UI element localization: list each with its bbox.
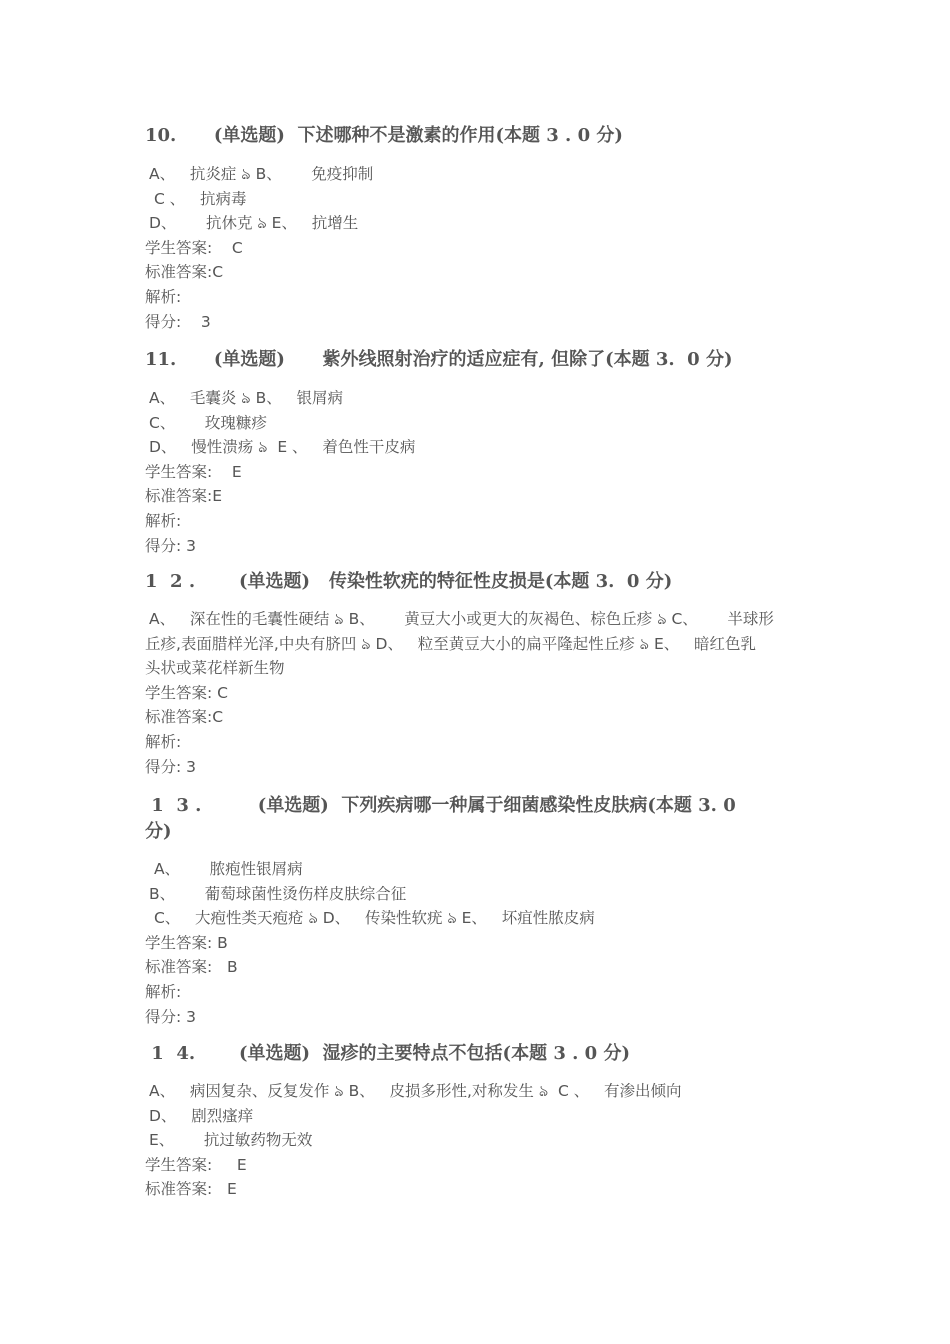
option-line: C 、 抗病毒 (149, 189, 247, 208)
score: 得分: 3 (145, 1007, 197, 1026)
question-14 (145, 1041, 805, 1202)
question-title: 10. (单选题) 下述哪种不是激素的作用(本题 3 . 0 分) (145, 125, 623, 146)
question-13 (145, 793, 805, 1029)
option-line: A、 脓疱性银屑病 (149, 860, 303, 878)
option-line: A、 深在性的毛囊性硬结 ঌ B、 黄豆大小或更大的灰褐色、棕色丘疹 ঌ C、 半球形 (149, 610, 774, 628)
option-line: E、 抗过敏药物无效 (149, 1131, 313, 1150)
question-title: 11. (单选题) 紫外线照射治疗的适应症有, 但除了(本题 3. 0 分) (145, 349, 733, 370)
student-answer: 学生答案: E (145, 1155, 247, 1174)
standard-answer: 标准答案: E (145, 1180, 237, 1199)
standard-answer: 标准答案:E (145, 487, 223, 506)
standard-answer: 标准答案: B (145, 958, 238, 977)
option-line: A、 病因复杂、反复发作 ঌ B、 皮损多形性,对称发生 ঌ C 、 有渗出倾向 (149, 1082, 682, 1100)
student-answer: 学生答案: B (145, 933, 228, 952)
standard-answer: 标准答案:C (145, 263, 224, 282)
analysis-label: 解析: (145, 732, 182, 751)
student-answer: 学生答案: E (145, 462, 242, 481)
student-answer: 学生答案: C (145, 238, 243, 257)
option-line: D、 剧烈瘙痒 (149, 1106, 254, 1125)
option-line: D、 抗休克 ঌ E、 抗增生 (149, 214, 359, 233)
standard-answer: 标准答案:C (145, 708, 224, 727)
option-line: 丘疹,表面腊样光泽,中央有脐凹 ঌ D、 粒至黄豆大小的扁平隆起性丘疹 ঌ E、 暗红色乳 (145, 634, 757, 653)
student-answer: 学生答案: C (145, 683, 228, 702)
score: 得分: 3 (145, 312, 211, 331)
option-line: 头状或菜花样新生物 (145, 659, 285, 678)
score: 得分: 3 (145, 757, 197, 776)
question-11 (145, 347, 805, 558)
option-line: D、 慢性溃疡 ঌ E 、 着色性干皮病 (149, 438, 416, 457)
option-line: A、 抗炎症 ঌ B、 免疫抑制 (149, 165, 374, 183)
score: 得分: 3 (145, 536, 197, 555)
option-line: C、 玫瑰糠疹 (149, 413, 267, 432)
question-title: 1 3 . (单选题) 下列疾病哪一种属于细菌感染性皮肤病(本题 3. 0 分) (145, 795, 736, 842)
option-line: B、 葡萄球菌性烫伤样皮肤综合征 (149, 884, 407, 903)
question-title: 1 2 . (单选题) 传染性软疣的特征性皮损是(本题 3. 0 分) (145, 571, 673, 592)
analysis-label: 解析: (145, 511, 182, 530)
question-12 (145, 569, 805, 779)
option-line: C、 大疱性类天疱疮 ঌ D、 传染性软疣 ঌ E、 坏疽性脓皮病 (149, 909, 595, 928)
option-line: A、 毛囊炎 ঌ B、 银屑病 (149, 389, 343, 407)
question-title: 1 4. (单选题) 湿疹的主要特点不包括(本题 3 . 0 分) (145, 1043, 630, 1064)
analysis-label: 解析: (145, 287, 182, 306)
question-10 (145, 123, 805, 334)
analysis-label: 解析: (145, 982, 182, 1001)
